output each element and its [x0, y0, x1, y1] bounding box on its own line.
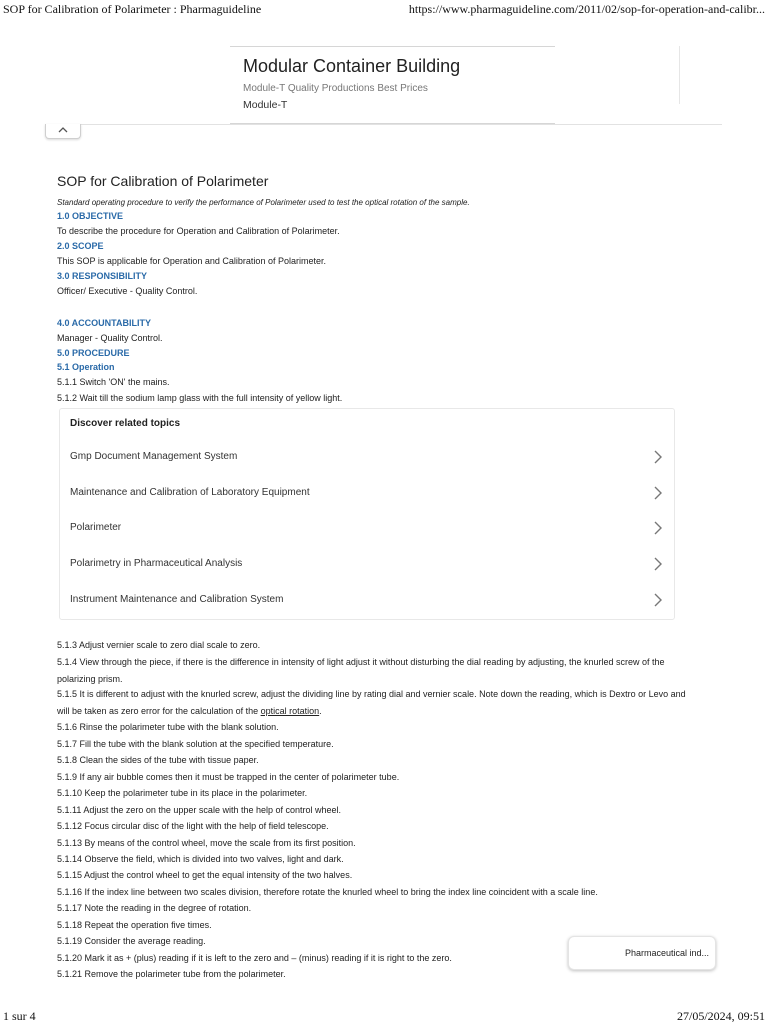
- ad-separator: [80, 124, 722, 125]
- responsibility-heading: 3.0 RESPONSIBILITY: [57, 271, 148, 281]
- chevron-right-icon: [654, 450, 662, 464]
- related-topic-item[interactable]: [60, 439, 674, 475]
- ad-divider: [679, 46, 680, 104]
- step-5-1-5-end: .: [319, 705, 322, 716]
- procedure-heading: 5.0 PROCEDURE: [57, 348, 130, 358]
- step-5-1-16: 5.1.16 If the index line between two scales division, therefore rotate the knurled wheel to bring the index line coincident with a scale line.: [57, 887, 598, 897]
- chevron-up-icon: [57, 126, 69, 134]
- step-5-1-6: 5.1.6 Rinse the polarimeter tube with the blank solution.: [57, 722, 279, 732]
- scope-text: This SOP is applicable for Operation and Calibration of Polarimeter.: [57, 256, 326, 266]
- ad-collapse-button[interactable]: [45, 124, 81, 139]
- step-5-1-5: [57, 686, 697, 719]
- step-5-1-10: 5.1.10 Keep the polarimeter tube in its place in the polarimeter.: [57, 788, 308, 798]
- floating-topic-label: Pharmaceutical ind...: [624, 948, 709, 958]
- chevron-right-icon: [654, 486, 662, 500]
- step-5-1-18: 5.1.18 Repeat the operation five times.: [57, 920, 212, 930]
- related-topics-box: [59, 408, 675, 620]
- step-5-1-4: 5.1.4 View through the piece, if there is the difference in intensity of light adjust it without disturbing the dial reading by adjusting, the knurled screw of the polarizing prism.: [57, 657, 665, 684]
- step-5-1-5-text: 5.1.5 It is different to adjust with the knurled screw, adjust the dividing line by rating dial and vernier scale. Note down the reading, which is Dextro or Levo and will be taken as zero error for the calculation of the: [57, 689, 686, 716]
- step-5-1-2: 5.1.2 Wait till the sodium lamp glass with the full intensity of yellow light.: [57, 393, 343, 403]
- related-topic-label: Polarimetry in Pharmaceutical Analysis: [70, 558, 243, 569]
- related-topic-item[interactable]: [60, 546, 674, 582]
- print-datetime: 27/05/2024, 09:51: [676, 1009, 765, 1023]
- step-5-1-12: 5.1.12 Focus circular disc of the light with the help of field telescope.: [57, 821, 329, 831]
- step-5-1-7: 5.1.7 Fill the tube with the blank solution at the specified temperature.: [57, 739, 334, 749]
- ad-banner[interactable]: [230, 46, 555, 124]
- ad-subtitle: Module-T Quality Productions Best Prices: [243, 83, 428, 94]
- responsibility-text: Officer/ Executive - Quality Control.: [57, 286, 198, 296]
- ad-title[interactable]: Modular Container Building: [243, 56, 461, 76]
- related-topic-item[interactable]: [60, 475, 674, 511]
- objective-heading: 1.0 OBJECTIVE: [57, 211, 124, 221]
- print-page-title: SOP for Calibration of Polarimeter : Pharmaguideline: [3, 2, 262, 16]
- ad-brand: Module-T: [243, 99, 288, 111]
- related-topic-label: Polarimeter: [70, 522, 122, 533]
- step-5-1-15: 5.1.15 Adjust the control wheel to get the equal intensity of the two halves.: [57, 870, 353, 880]
- step-5-1-13: 5.1.13 By means of the control wheel, move the scale from its first position.: [57, 838, 356, 848]
- related-topic-label: Maintenance and Calibration of Laboratory Equipment: [70, 487, 310, 498]
- chevron-right-icon: [654, 521, 662, 535]
- step-5-1-17: 5.1.17 Note the reading in the degree of rotation.: [57, 903, 252, 913]
- print-page-url: https://www.pharmaguideline.com/2011/02/sop-for-operation-and-calibr...: [408, 2, 765, 16]
- optical-rotation-link[interactable]: optical rotation: [260, 705, 320, 716]
- related-topic-item[interactable]: [60, 510, 674, 546]
- related-topic-label: Gmp Document Management System: [70, 451, 238, 462]
- objective-text: To describe the procedure for Operation and Calibration of Polarimeter.: [57, 226, 340, 236]
- print-header: [0, 0, 768, 18]
- step-5-1-3: 5.1.3 Adjust vernier scale to zero dial scale to zero.: [57, 640, 261, 650]
- related-topic-item[interactable]: [60, 582, 674, 618]
- step-5-1-19: 5.1.19 Consider the average reading.: [57, 936, 206, 946]
- step-5-1-1: 5.1.1 Switch 'ON' the mains.: [57, 377, 170, 387]
- step-5-1-14: 5.1.14 Observe the field, which is divided into two valves, light and dark.: [57, 854, 344, 864]
- accountability-text: Manager - Quality Control.: [57, 333, 163, 343]
- step-5-1-8: 5.1.8 Clean the sides of the tube with tissue paper.: [57, 755, 259, 765]
- step-5-1-20: 5.1.20 Mark it as + (plus) reading if it is left to the zero and – (minus) reading if it is right to the zero.: [57, 953, 452, 963]
- article-title: SOP for Calibration of Polarimeter: [57, 173, 269, 189]
- related-topics-title: Discover related topics: [70, 418, 181, 429]
- print-footer: [0, 1009, 768, 1024]
- step-5-1-9: 5.1.9 If any air bubble comes then it must be trapped in the center of polarimeter tube.: [57, 772, 400, 782]
- operation-heading: 5.1 Operation: [57, 362, 115, 372]
- floating-topic-button[interactable]: [568, 936, 716, 970]
- chevron-right-icon: [654, 593, 662, 607]
- accountability-heading: 4.0 ACCOUNTABILITY: [57, 318, 152, 328]
- step-5-1-11: 5.1.11 Adjust the zero on the upper scale with the help of control wheel.: [57, 805, 342, 815]
- step-5-1-21: 5.1.21 Remove the polarimeter tube from the polarimeter.: [57, 969, 286, 979]
- scope-heading: 2.0 SCOPE: [57, 241, 104, 251]
- print-page-number: 1 sur 4: [3, 1009, 36, 1023]
- article-intro: Standard operating procedure to verify the performance of Polarimeter used to test the optical rotation of the sample.: [57, 198, 470, 207]
- chevron-right-icon: [654, 557, 662, 571]
- related-topic-label: Instrument Maintenance and Calibration System: [70, 594, 284, 605]
